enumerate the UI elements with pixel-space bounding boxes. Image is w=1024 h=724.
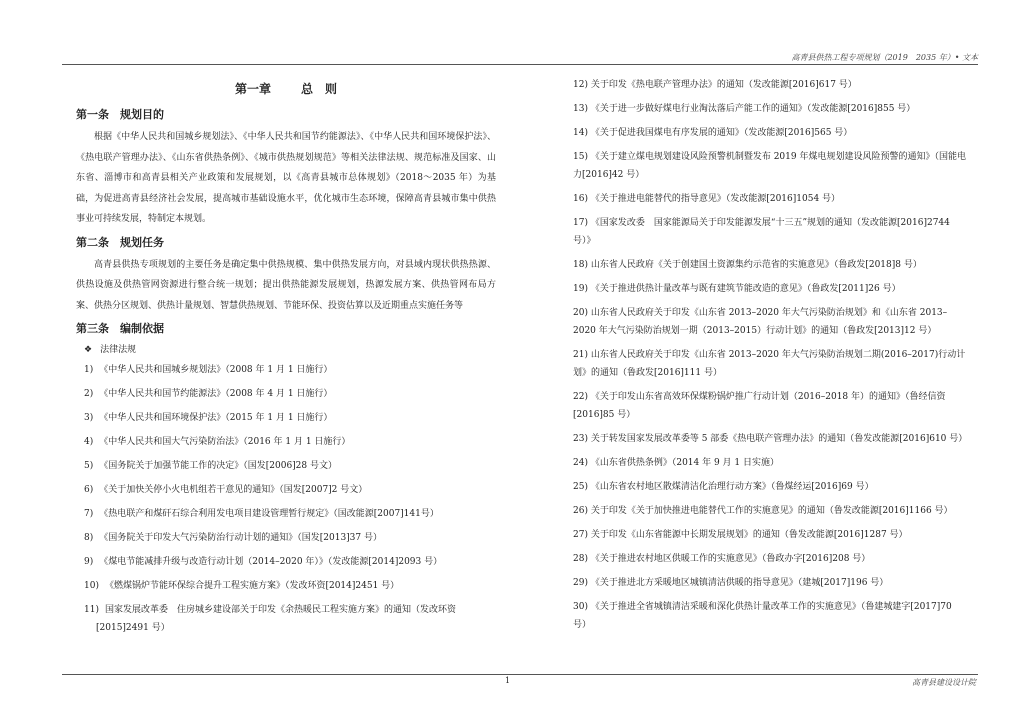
- list-item: 4) 《中华人民共和国大气污染防治法》（2016 年 1 月 1 日施行）: [84, 437, 351, 447]
- list-item: 24) 《山东省供热条例》（2014 年 9 月 1 日实施）: [573, 458, 780, 468]
- basis-subheading-text: 法律法规: [100, 345, 137, 355]
- article-3-title: 第三条 编制依据: [76, 322, 164, 335]
- list-item: 29) 《关于推进北方采暖地区城镇清洁供暖的指导意见》（建城[2017]196 号）: [573, 578, 889, 588]
- diamond-bullet-icon: ❖: [84, 345, 93, 355]
- list-item: 28) 《关于推进农村地区供暖工作的实施意见》（鲁政办字[2016]208 号）: [573, 554, 871, 564]
- list-item: 13) 《关于进一步做好煤电行业淘汰落后产能工作的通知》（发改能源[2016]855 号）: [573, 104, 916, 114]
- list-item: 26) 关于印发《关于加快推进电能替代工作的实施意见》的通知（鲁发改能源[2016]1166 号）: [573, 506, 953, 516]
- right-column: [573, 76, 968, 640]
- list-item: 27) 关于印发《山东省能源中长期发展规划》的通知（鲁发改能源[2016]1287 号）: [573, 530, 908, 540]
- chapter-name: 总 则: [301, 82, 338, 96]
- list-item: 25) 《山东省农村地区散煤清洁化治理行动方案》（鲁煤经运[2016]69 号）: [573, 482, 874, 492]
- list-item: 10) 《燃煤锅炉节能环保综合提升工程实施方案》（发改环资[2014]2451 号）: [84, 581, 400, 591]
- footer-rule: [62, 674, 978, 675]
- article-1-text: 根据《中华人民共和国城乡规划法》、《中华人民共和国节约能源法》、《中华人民共和国环境保护法》、《热电联产管理办法》、《山东省供热条例》、《城市供热规划规范》等相关法律法规、规范标准及国家、山东省、淄博市和高青县相关产业政策和发展规划，以《高青县城市总体规划》（2018～2035 年）为基础，为促进高青县经济社会发展，提高城市基础设施水平，优化城市生态环境，保障高青县城市集中供热事业可持续发展，特制定本规划。: [76, 132, 496, 224]
- list-item: 19) 《关于推进供热计量改革与既有建筑节能改造的意见》（鲁政发[2011]26 号）: [573, 284, 901, 294]
- list-item: 15) 《关于建立煤电规划建设风险预警机制暨发布 2019 年煤电规划建设风险预警的通知》（国能电力[2016]42 号）: [573, 152, 966, 180]
- header-rule: [62, 64, 978, 65]
- running-header: 高青县供热工程专项规划（2019 2035 年）• 文本: [791, 53, 978, 62]
- left-column: [76, 76, 496, 643]
- list-item: 8) 《国务院关于印发大气污染防治行动计划的通知》（国发[2013]37 号）: [84, 533, 382, 543]
- list-item: 30) 《关于推进全省城镇清洁采暖和深化供热计量改革工作的实施意见》（鲁建城建字[2017]70 号）: [573, 602, 952, 630]
- list-item: 18) 山东省人民政府《关于创建国土资源集约示范省的实施意见》（鲁政发[2018]8 号）: [573, 260, 922, 270]
- list-item: 17) 《国家发改委 国家能源局关于印发能源发展“十三五”规划的通知（发改能源[2016]2744 号）》: [573, 218, 950, 246]
- list-item: 16) 《关于推进电能替代的指导意见》（发改能源[2016]1054 号）: [573, 194, 841, 204]
- list-item: 11) 国家发展改革委 住房城乡建设部关于印发《余热暖民工程实施方案》的通知（发改环资[2015]2491 号）: [84, 605, 456, 633]
- article-2-title: 第二条 规划任务: [76, 235, 164, 249]
- list-item: 9) 《煤电节能减排升级与改造行动计划（2014–2020 年）》（发改能源[2014]2093 号）: [84, 557, 443, 567]
- list-item: 5) 《国务院关于加强节能工作的决定》（国发[2006]28 号文）: [84, 461, 337, 471]
- chapter-number: 第一章: [234, 82, 271, 96]
- page-number: 1: [505, 676, 511, 685]
- list-item: 22) 《关于印发山东省高效环保煤粉锅炉推广行动计划（2016–2018 年）的通知》（鲁经信资[2016]85 号）: [573, 392, 946, 420]
- list-item: 21) 山东省人民政府关于印发《山东省 2013–2020 年大气污染防治规划二期(2016–2017)行动计划》的通知（鲁政发[2016]111 号）: [573, 350, 966, 378]
- list-item: 12) 关于印发《热电联产管理办法》的通知（发改能源[2016]617 号）: [573, 80, 857, 90]
- list-item: 3) 《中华人民共和国环境保护法》（2015 年 1 月 1 日施行）: [84, 413, 333, 423]
- chapter-title: [76, 76, 496, 102]
- list-item: 23) 关于转发国家发展改革委等 5 部委《热电联产管理办法》的通知（鲁发改能源[2016]610 号）: [573, 434, 968, 444]
- list-item: 2) 《中华人民共和国节约能源法》（2008 年 4 月 1 日施行）: [84, 389, 333, 399]
- list-item: 1) 《中华人民共和国城乡规划法》（2008 年 1 月 1 日施行）: [84, 365, 333, 375]
- basis-subheading: [84, 341, 496, 359]
- list-item: 14) 《关于促进我国煤电有序发展的通知》（发改能源[2016]565 号）: [573, 128, 853, 138]
- article-2-text: 高青县供热专项规划的主要任务是确定集中供热规模、集中供热发展方向，对县域内现状供热热源、供热设施及供热管网资源进行整合统一规划；提出供热能源发展规划，热源发展方案、供热管网布局方案、供热分区规划、供热计量规划、智慧供热规划、节能环保、投资估算以及近期重点实施任务等: [76, 259, 496, 311]
- organization-name: 高青县建设设计院: [912, 678, 976, 687]
- list-item: 20) 山东省人民政府关于印发《山东省 2013–2020 年大气污染防治规划》和《山东省 2013–2020 年大气污染防治规划一期（2013–2015）行动计划》的通知（鲁政发[2013]12 号）: [573, 308, 948, 336]
- list-item: 7) 《热电联产和煤矸石综合利用发电项目建设管理暂行规定》（国改能源[2007]141号）: [84, 509, 439, 519]
- list-item: 6) 《关于加快关停小火电机组若干意见的通知》（国发[2007]2 号文）: [84, 485, 368, 495]
- article-1-title: 第一条 规划目的: [76, 108, 164, 121]
